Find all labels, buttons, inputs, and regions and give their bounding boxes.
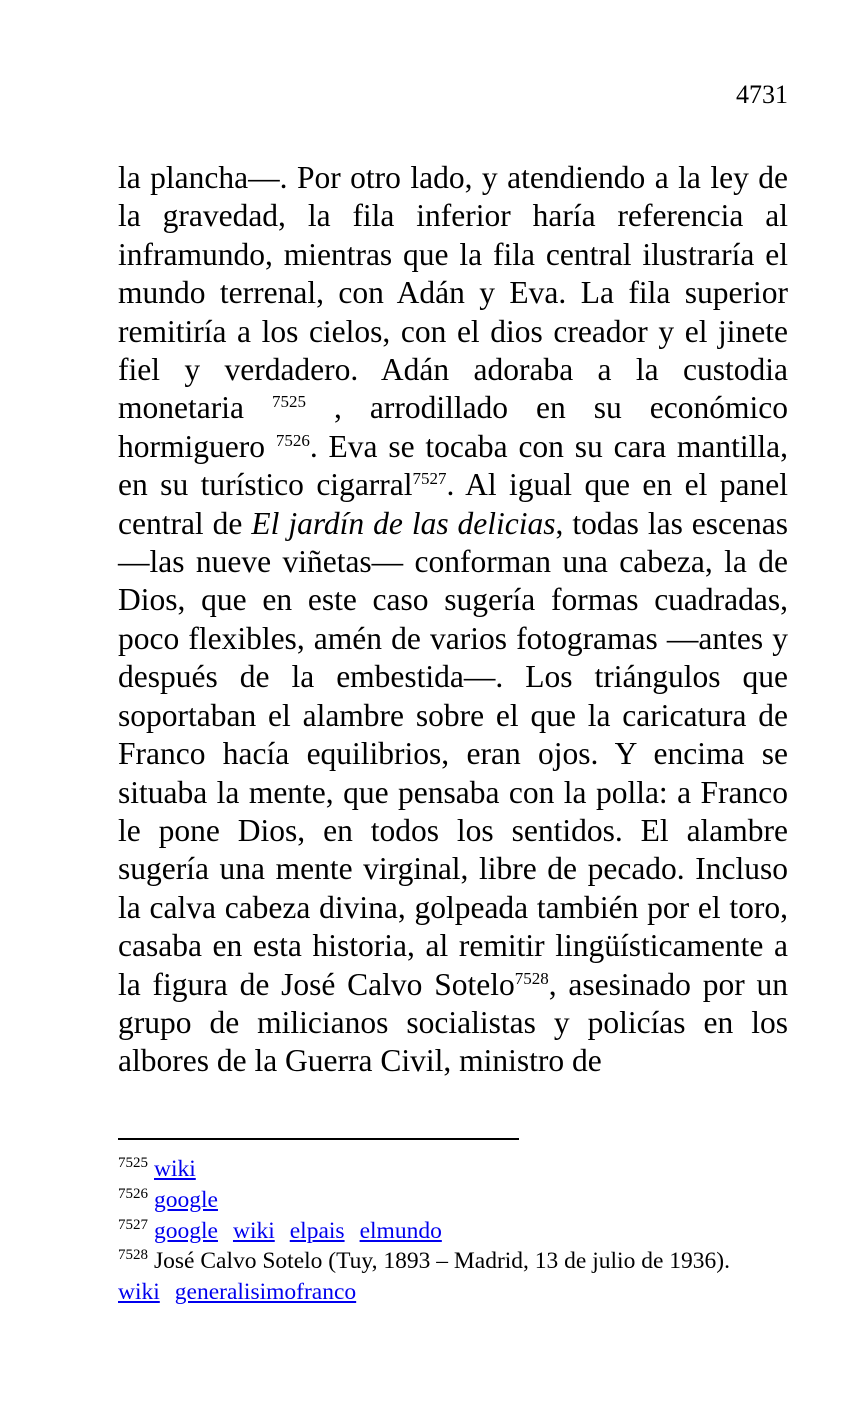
footnote-7528-links <box>118 1277 818 1308</box>
footnotes <box>118 1154 818 1308</box>
footnote-7528 <box>118 1246 818 1277</box>
body-text-segment: . Al igual que en el panel central de <box>118 467 789 541</box>
footnote-number: 7526 <box>118 1185 148 1202</box>
footnote-7527 <box>118 1216 818 1247</box>
footnote-number: 7528 <box>118 1247 148 1264</box>
body-text-segment: . Eva se tocaba con su cara mantilla, en su turístico cigarral <box>118 428 788 503</box>
footnote-number: 7527 <box>118 1216 148 1233</box>
footnote-ref: 7528 <box>514 968 549 988</box>
body-text-segment: , todas las escenas ―las nueve viñetas― conforman una cabeza, la de Dios, que en este caso sugería formas cuadradas, poco flexibles, amén de varios fotogramas ―antes y después de la embestida―. Los triángulos que soportaban el alambre sobre el que la caricatura de Franco hacía equilibrios, eran ojos. Y encima se situaba la mente, que pensaba con la polla: a Franco le pone Dios, en todos los sentidos. El alambre sugería una mente virginal, libre de pecado. Incluso la calva cabeza divina, golpeada también por el toro, casaba en esta historia, al remitir lingüísticamente a la figura de José Calvo Sotelo <box>118 505 788 1002</box>
footnote-ref: 7526 <box>275 430 310 450</box>
body-paragraph <box>118 159 788 1081</box>
footnote-link-elmundo[interactable]: elmundo <box>359 1217 442 1244</box>
footnote-link-google[interactable]: google <box>154 1217 218 1244</box>
footnote-link-wiki[interactable]: wiki <box>118 1279 160 1306</box>
body-text-segment: , arrodillado en su económico hormiguero <box>118 390 789 464</box>
body-text-segment: , asesinado por un grupo de milicianos socialistas y policías en los albores de la Guerra Civil, ministro de <box>118 966 788 1079</box>
footnote-link-generalisimofranco[interactable]: generalisimofranco <box>174 1279 357 1306</box>
footnote-ref: 7525 <box>271 392 306 412</box>
book-title-italic: El jardín de las delicias <box>251 505 556 541</box>
footnote-7526 <box>118 1185 818 1216</box>
footnote-link-wiki[interactable]: wiki <box>232 1217 275 1244</box>
footnote-link-elpais[interactable]: elpais <box>289 1217 345 1244</box>
footnote-text: José Calvo Sotelo (Tuy, 1893 – Madrid, 13 de julio de 1936). <box>154 1248 730 1275</box>
footnote-link-google[interactable]: google <box>154 1186 218 1213</box>
footnote-ref: 7527 <box>412 469 447 489</box>
footnote-number: 7525 <box>118 1155 148 1171</box>
footnote-link-wiki[interactable]: wiki <box>154 1156 196 1182</box>
footnote-divider <box>118 1138 519 1140</box>
body-text-segment: la plancha―. Por otro lado, y atendiendo a la ley de la gravedad, la fila inferior haría referencia al inframundo, mientras que la fila central ilustraría el mundo terrenal, con Adán y Eva. La fila superior remitiría a los cielos, con el dios creador y el jinete fiel y verdadero. Adán adoraba a la custodia monetaria <box>118 160 788 426</box>
page-number: 4731 <box>736 80 788 109</box>
footnote-7525 <box>118 1154 818 1185</box>
